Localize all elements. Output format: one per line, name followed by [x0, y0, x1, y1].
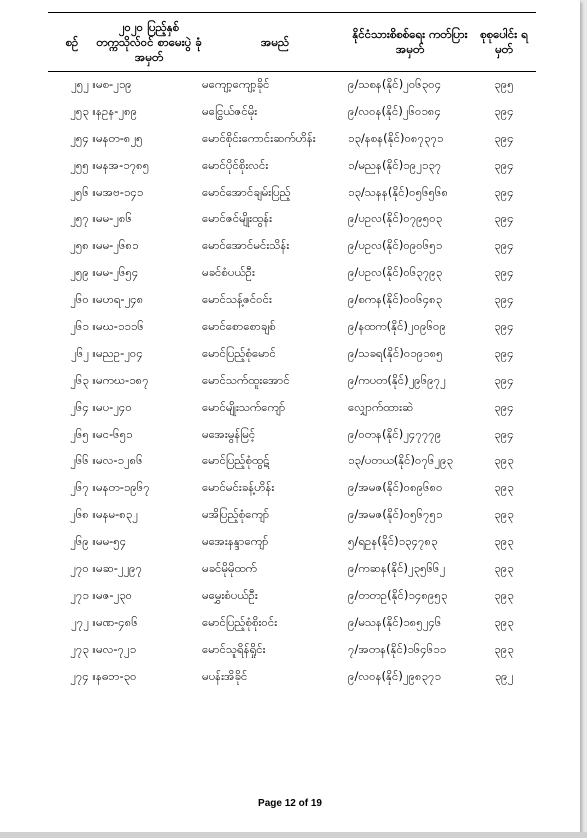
table-row — [48, 314, 536, 341]
cell-total-marks: ၃၉၄ — [494, 399, 514, 414]
table-row — [48, 395, 536, 422]
cell-name: မောင်ပိုင်စိုးလင်း — [202, 157, 269, 172]
cell-exam-roll-no: မင-၆၅၁ — [96, 426, 133, 441]
cell-serial-no: ၂၅၂ ။ — [71, 76, 96, 91]
cell-name: မအေးနန္ဒာကျော် — [202, 534, 269, 549]
cell-name: မအိပြည့်စုံကျော် — [202, 507, 270, 522]
cell-nrc-number: ၉/စကန(နိုင်)၀၀၆၄၈၃ — [348, 292, 443, 307]
cell-name: မောင်အောင်ချမ်းပြည့် — [202, 184, 291, 199]
header-serial-no: စဉ် — [48, 13, 96, 72]
cell-serial-no: ၂၅၄ ။ — [70, 130, 96, 145]
cell-total-marks: ၃၉၄ — [494, 318, 514, 333]
cell-name: မောင်မျိုးသက်ကျော် — [202, 399, 286, 414]
cell-name: မောင်ပြည့်စုံထွဋ် — [202, 453, 270, 468]
cell-serial-no: ၂၆၃ ။ — [70, 372, 96, 387]
cell-exam-roll-no: နဥန-၂၈၉ — [96, 103, 138, 118]
cell-nrc-number: ၉/လဝန(နိုင်)၂၉၈၃၇၁ — [348, 668, 441, 683]
header-name: အမည် — [202, 13, 348, 72]
cell-serial-no: ၂၆၄ ။ — [70, 399, 96, 414]
cell-total-marks: ၃၉၄ — [494, 103, 514, 118]
cell-total-marks: ၃၉၄ — [494, 184, 514, 199]
cell-name: မအေးမွန်မြင့် — [202, 426, 256, 441]
cell-exam-roll-no: မမ-၅၄ — [96, 534, 127, 549]
cell-total-marks: ၃၉၃ — [494, 507, 514, 522]
cell-name: မခင်မိုမိုထက် — [202, 560, 257, 575]
cell-nrc-number: ၉/အမဇ(နိုင်)၀၈၉၆၈၀ — [348, 480, 443, 495]
table-row — [48, 664, 536, 691]
cell-exam-roll-no: မမ-၂၆၈၁ — [96, 238, 139, 253]
cell-nrc-number: ၉/မသန(နိုင်)၁၈၅၂၄၆ — [348, 614, 442, 629]
cell-name: မောင်ပြည့်စုံစိုးဝင်း — [202, 614, 278, 629]
cell-exam-roll-no: မဇ-၂၃၀ — [96, 587, 133, 602]
cell-nrc-number: ၉/နထက(နိုင်)၂၀၉၆၀၉ — [348, 318, 446, 333]
cell-exam-roll-no: မညဥ-၂၀၄ — [96, 345, 143, 360]
cell-exam-roll-no: နဓဘ-၃၀ — [96, 668, 137, 683]
cell-nrc-number: ၉/တတဥ(နိုင်)၁၄၈၉၅၃ — [348, 587, 448, 602]
cell-serial-no: ၂၆၇ ။ — [70, 480, 96, 495]
cell-serial-no: ၂၅၈ ။ — [70, 238, 96, 253]
cell-name: မောင်မင်းခန့်ဟိန်း — [202, 480, 275, 495]
cell-total-marks: ၃၉၃ — [494, 614, 514, 629]
cell-exam-roll-no: မနတ-၁၉၆၇ — [96, 480, 150, 495]
cell-name: မောင်ဇင်မျိုးထွန်း — [202, 211, 273, 226]
header-nrc-number: နိုင်ငံသားစိစစ်ရေး ကတ်ပြားအမှတ် — [348, 13, 472, 72]
table-row — [48, 529, 536, 556]
cell-name: မငြွေယ်ဇင်မိုး — [202, 103, 258, 118]
cell-name: မောင်သူရိန်ရှိုင်း — [202, 641, 266, 656]
cell-serial-no: ၂၇၃ ။ — [70, 641, 96, 656]
table-row — [48, 556, 536, 583]
cell-serial-no: ၂၇၂ ။ — [71, 614, 96, 629]
table-header — [48, 13, 536, 72]
table-row — [48, 260, 536, 287]
cell-nrc-number: ၁၃/နစန(နိုင်)၀၈၇၃၇၁ — [348, 130, 444, 145]
cell-total-marks: ၃၉၄ — [494, 292, 514, 307]
cell-exam-roll-no: မကဃ-၁၈၇ — [96, 372, 149, 387]
cell-name: မောင်အောင်မင်းသိန်း — [202, 238, 290, 253]
cell-nrc-number: ၉/လဝန(နိုင်)၂၆၀၁၈၄ — [348, 103, 441, 118]
cell-name: မမွှေးစံပယ်ဦး — [202, 587, 258, 602]
cell-serial-no: ၂၆၆ ။ — [70, 453, 96, 468]
cell-total-marks: ၃၉၄ — [494, 211, 514, 226]
cell-name: မောင်စောစောချစ် — [202, 318, 276, 333]
cell-total-marks: ၃၉၃ — [494, 453, 514, 468]
table-row — [48, 72, 536, 99]
cell-exam-roll-no: မမ-၂၈၆ — [96, 211, 132, 226]
table-row — [48, 448, 536, 475]
cell-nrc-number: ၉/ပဥလ(နိုင်)၀၆၃၇၉၃ — [348, 265, 443, 280]
table-row — [48, 287, 536, 314]
cell-exam-roll-no: မလ-၁၂၈၆ — [96, 453, 143, 468]
cell-exam-roll-no: မနမ-၈၃၂ — [96, 507, 138, 522]
table-row — [48, 583, 536, 610]
cell-serial-no: ၂၆၉ ။ — [70, 534, 96, 549]
cell-exam-roll-no: မစ-၂၁၉ — [96, 76, 132, 91]
table-row — [48, 180, 536, 207]
table-row — [48, 153, 536, 180]
cell-nrc-number: ၉/သစန(နိုင်)၂၀၆၃၀၄ — [348, 76, 442, 91]
cell-exam-roll-no: မဆ-၂၂၉၇ — [96, 560, 143, 575]
cell-serial-no: ၂၇၁ ။ — [70, 587, 96, 602]
cell-nrc-number: ၉/အမဇ(နိုင်)၀၅၆၇၅၁ — [348, 507, 443, 522]
cell-name: မောင်သန့်ဇင်ဝင်း — [202, 292, 272, 307]
cell-serial-no: ၂၆၈ ။ — [70, 507, 96, 522]
table-row — [48, 206, 536, 233]
cell-serial-no: ၂၅၅ ။ — [70, 157, 96, 172]
table-row — [48, 341, 536, 368]
cell-exam-roll-no: မဏ-၄၈၆ — [96, 614, 138, 629]
page-number: Page 12 of 19 — [258, 798, 322, 809]
cell-nrc-number: ၉/ပဥလ(နိုင်)၀၉၀၆၅၁ — [348, 238, 443, 253]
cell-name: မောင်သက်ထူးအောင် — [202, 372, 290, 387]
cell-total-marks: ၃၉၄ — [494, 426, 514, 441]
table-row — [48, 126, 536, 153]
cell-exam-roll-no: မအဗ-၁၄၁ — [96, 184, 144, 199]
cell-name: မကျော့ကျော့ခိုင် — [202, 76, 270, 91]
cell-exam-roll-no: မနတ-၈၂၅ — [96, 130, 143, 145]
cell-total-marks: ၃၉၄ — [494, 238, 514, 253]
cell-nrc-number: ၉/ကဆန(နိုင်)၂၃၅၆၆၂ — [348, 560, 446, 575]
cell-nrc-number: ၁၃/ပတယ(နိုင်)၀၇၆၂၉၃ — [348, 453, 454, 468]
table-row — [48, 610, 536, 637]
cell-exam-roll-no: မပ-၂၄၀ — [96, 399, 132, 414]
cell-serial-no: ၂၅၉ ။ — [70, 265, 96, 280]
table-row — [48, 502, 536, 529]
cell-total-marks: ၃၉၃ — [494, 587, 514, 602]
cell-nrc-number: ၅/ရဥန(နိုင်)၁၃၄၇၈၃ — [348, 534, 438, 549]
table-row — [48, 368, 536, 395]
header-exam-roll-no: ၂၀၂၀ ပြည့်နှစ် တက္ကသိုလ်ဝင် စာမေးပွဲ ခုံအမှတ် — [96, 13, 202, 72]
table-row — [48, 233, 536, 260]
cell-serial-no: ၂၆၅ ။ — [70, 426, 96, 441]
cell-nrc-number: ၉/ဝတန(နိုင်)၂၄၇၇၇၉ — [348, 426, 442, 441]
cell-nrc-number: ၇/အတန(နိုင်)၁၆၄၆၁၁ — [348, 641, 447, 656]
cell-name: မပန်းအိခိုင် — [202, 668, 248, 683]
cell-exam-roll-no: မဟရ-၂၄၈ — [96, 292, 144, 307]
cell-total-marks: ၃၉၃ — [494, 641, 514, 656]
table-row — [48, 422, 536, 449]
cell-serial-no: ၂၅၆ ။ — [70, 184, 96, 199]
cell-serial-no: ၂၇၀ ။ — [70, 560, 96, 575]
cell-nrc-number: ၉/ကပတ(နိုင်)၂၉၆၉၇၂ — [348, 372, 446, 387]
cell-name: မောင်စိုင်းကောင်းဆက်ဟိန်း — [202, 130, 316, 145]
cell-total-marks: ၃၉၄ — [494, 345, 514, 360]
table-body — [48, 72, 536, 691]
table-row — [48, 99, 536, 126]
cell-nrc-number: ၉/သခရ(နိုင်)၀၁၉၁၈၅ — [348, 345, 443, 360]
cell-total-marks: ၃၉၅ — [494, 76, 514, 91]
cell-nrc-number: ၉/ပဥလ(နိုင်)၀၇၉၅၀၃ — [348, 211, 443, 226]
cell-exam-roll-no: မဃ-၁၁၁၆ — [96, 318, 144, 333]
table-row — [48, 637, 536, 664]
cell-total-marks: ၃၉၄ — [494, 130, 514, 145]
cell-total-marks: ၃၉၃ — [494, 560, 514, 575]
cell-total-marks: ၃၉၄ — [494, 157, 514, 172]
cell-serial-no: ၂၆၀ ။ — [70, 292, 96, 307]
cell-nrc-number: ၁/မညန(နိုင်)၁၉၂၁၃၇ — [348, 157, 442, 172]
cell-exam-roll-no: မနအ-၁၇၈၅ — [96, 157, 150, 172]
cell-total-marks: ၃၉၃ — [494, 534, 514, 549]
cell-total-marks: ၃၉၄ — [494, 372, 514, 387]
cell-exam-roll-no: မလ-၇၂၁ — [96, 641, 137, 656]
page-bottom-edge — [0, 832, 587, 838]
cell-name: မောင်ပြည့်စုံမောင် — [202, 345, 276, 360]
cell-total-marks: ၃၉၃ — [494, 480, 514, 495]
cell-nrc-number: လျှောက်ထားဆဲ — [348, 399, 414, 414]
cell-name: မခင်စံပယ်ဦး — [202, 265, 255, 280]
cell-nrc-number: ၁၃/သနန(နိုင်)၀၅၆၅၆၈ — [348, 184, 449, 199]
cell-serial-no: ၂၇၄ ။ — [70, 668, 96, 683]
table-row — [48, 475, 536, 502]
cell-serial-no: ၂၆၁ ။ — [70, 318, 96, 333]
cell-serial-no: ၂၅၇ ။ — [70, 211, 96, 226]
cell-total-marks: ၃၉၂ — [494, 668, 514, 683]
cell-total-marks: ၃၉၄ — [494, 265, 514, 280]
cell-serial-no: ၂၅၃ ။ — [70, 103, 96, 118]
cell-exam-roll-no: မမ-၂၆၅၄ — [96, 265, 139, 280]
results-table — [48, 12, 536, 690]
header-total-marks: စုစုပေါင်း ရမှတ် — [472, 13, 536, 72]
cell-serial-no: ၂၆၂ ။ — [71, 345, 96, 360]
